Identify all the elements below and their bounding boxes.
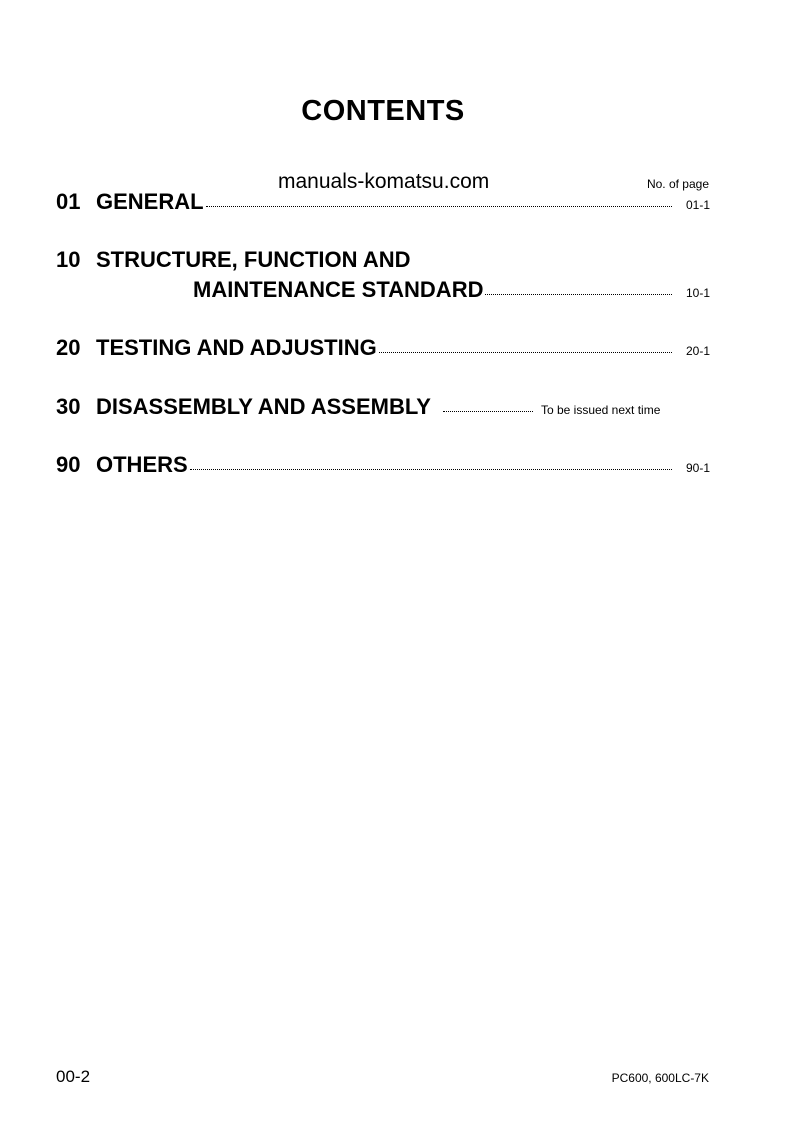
- footer-model: PC600, 600LC-7K: [611, 1071, 709, 1085]
- section-title: GENERAL: [96, 189, 204, 214]
- watermark-text: manuals-komatsu.com: [278, 170, 490, 193]
- section-page: 10-1: [685, 286, 710, 300]
- dot-leader: [485, 294, 672, 295]
- page-title: CONTENTS: [301, 95, 465, 127]
- dot-leader: [190, 469, 672, 470]
- section-number: 30: [56, 394, 81, 419]
- section-title-line2: MAINTENANCE STANDARD: [193, 277, 484, 302]
- section-page: 20-1: [685, 344, 710, 358]
- section-page: 01-1: [685, 198, 710, 212]
- section-number: 01: [56, 189, 81, 214]
- dot-leader: [379, 352, 672, 353]
- section-number: 10: [56, 247, 81, 272]
- toc-entry-structure[interactable]: [56, 247, 710, 307]
- section-number: 20: [56, 335, 81, 360]
- section-title: DISASSEMBLY AND ASSEMBLY: [96, 394, 431, 419]
- section-title-line1: STRUCTURE, FUNCTION AND: [96, 247, 411, 272]
- toc-entry-disassembly[interactable]: [56, 394, 710, 424]
- toc-entry-general[interactable]: [56, 189, 710, 219]
- dot-leader: [206, 206, 672, 207]
- section-title: TESTING AND ADJUSTING: [96, 335, 377, 360]
- section-page: 90-1: [685, 461, 710, 475]
- footer-page-number: 00-2: [56, 1067, 91, 1086]
- section-page-note: To be issued next time: [540, 403, 661, 417]
- section-title: OTHERS: [96, 452, 188, 477]
- toc-entry-others[interactable]: [56, 452, 710, 482]
- toc-entry-testing[interactable]: [56, 335, 710, 365]
- page-column-header: No. of page: [646, 177, 709, 191]
- dot-leader: [443, 411, 533, 412]
- section-number: 90: [56, 452, 81, 477]
